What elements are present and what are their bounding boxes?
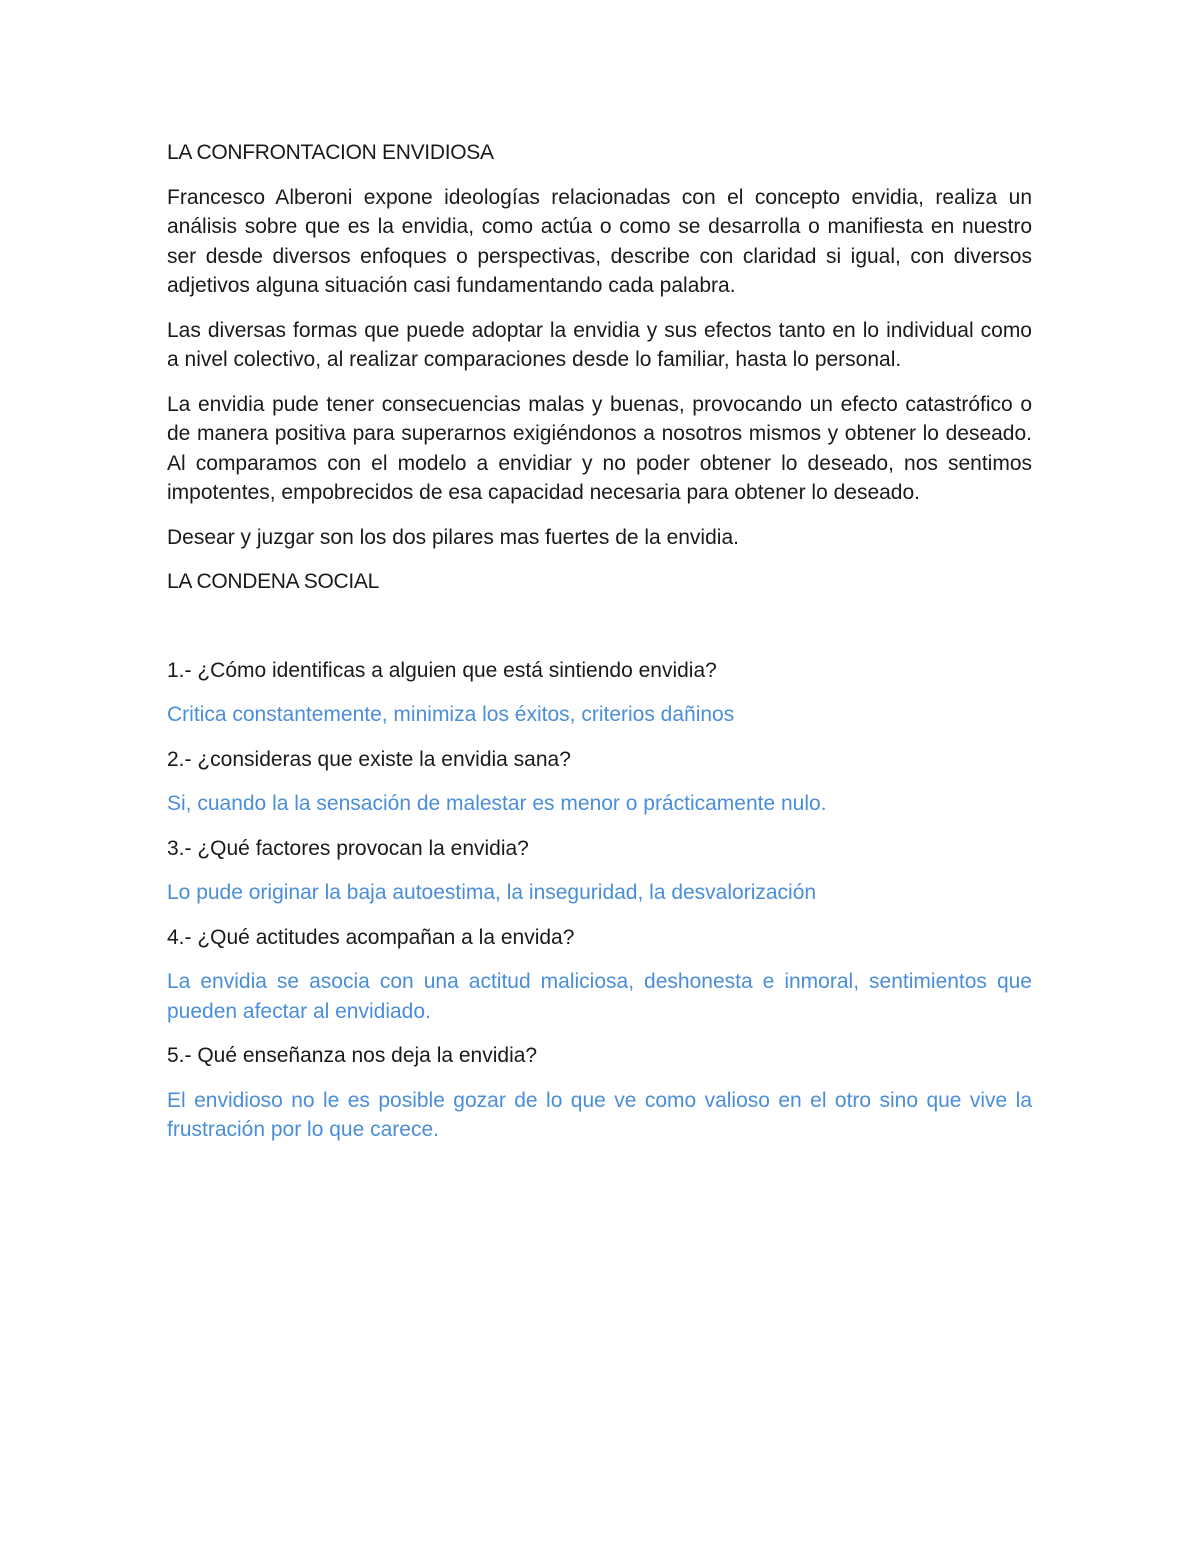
section-subtitle: LA CONDENA SOCIAL <box>167 570 379 593</box>
paragraph-2: Las diversas formas que puede adoptar la envidia y sus efectos tanto en lo individual como a nivel colectivo, al realizar comparaciones desde lo familiar, hasta lo personal. <box>167 318 1032 371</box>
question-3: 3.- ¿Qué factores provocan la envidia? <box>167 836 529 860</box>
paragraph-3: La envidia pude tener consecuencias malas y buenas, provocando un efecto catastrófico o de manera positiva para superarnos exigiéndonos a nosotros mismos y obtener lo deseado. Al comparamos con el modelo a envidiar y no poder obtener lo deseado, nos sentimos impotentes, empobrecidos de esa capacidad necesaria para obtener lo deseado. <box>167 392 1032 504</box>
document-page <box>167 138 1032 1160</box>
question-4: 4.- ¿Qué actitudes acompañan a la envida? <box>167 925 575 949</box>
paragraph-4: Desear y juzgar son los dos pilares mas fuertes de la envidia. <box>167 525 739 549</box>
question-2: 2.- ¿consideras que existe la envidia sana? <box>167 747 571 771</box>
answer-1: Critica constantemente, minimiza los éxitos, criterios dañinos <box>167 703 735 726</box>
question-1: 1.- ¿Cómo identificas a alguien que está sintiendo envidia? <box>167 658 717 682</box>
answer-5: El envidioso no le es posible gozar de lo que ve como valioso en el otro sino que vive la frustración por lo que carece. <box>167 1088 1032 1141</box>
answer-3: Lo pude originar la baja autoestima, la inseguridad, la desvalorización <box>167 881 817 904</box>
question-5: 5.- Qué enseñanza nos deja la envidia? <box>167 1044 538 1067</box>
paragraph-1: Francesco Alberoni expone ideologías relacionadas con el concepto envidia, realiza un análisis sobre que es la envidia, como actúa o como se desarrolla o manifiesta en nuestro ser desde diversos enfoques o perspectivas, describe con claridad si igual, con diversos adjetivos alguna situación casi fundamentando cada palabra. <box>167 185 1032 297</box>
blank-line <box>167 612 1032 656</box>
answer-4: La envidia se asocia con una actitud maliciosa, deshonesta e inmoral, sentimientos que pueden afectar al envidiado. <box>167 970 1032 1023</box>
answer-2: Si, cuando la la sensación de malestar es menor o prácticamente nulo. <box>167 792 827 815</box>
document-title: LA CONFRONTACION ENVIDIOSA <box>167 141 494 164</box>
